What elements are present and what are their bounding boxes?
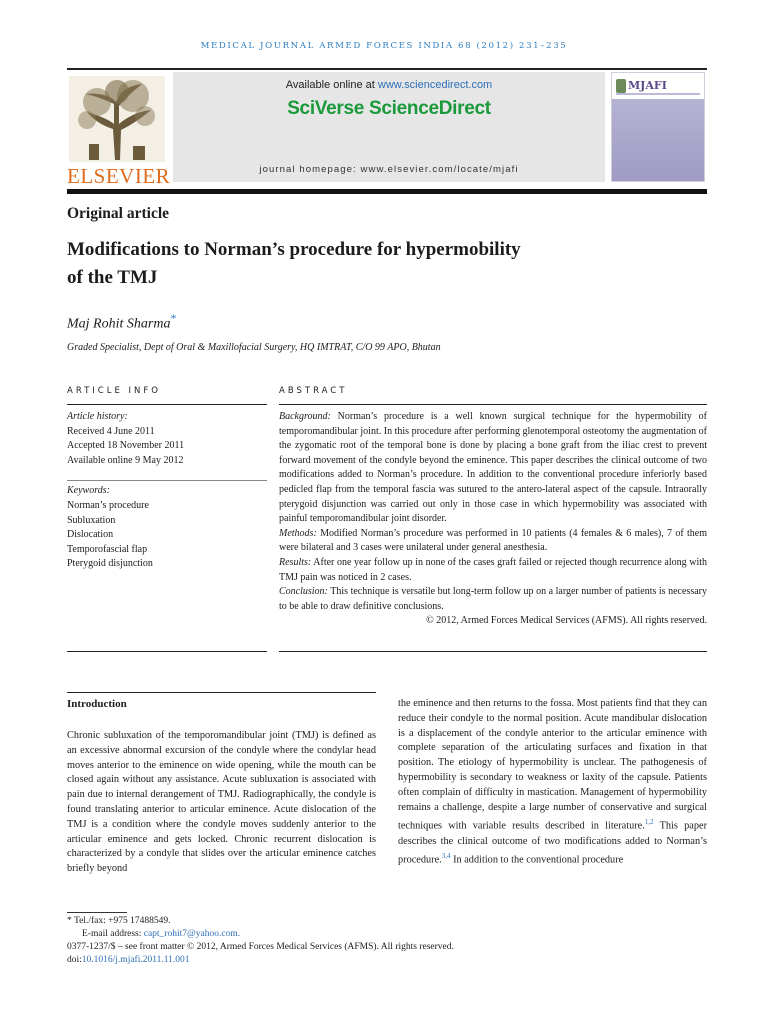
doi-label: doi: [67,955,82,965]
keyword: Pterygoid disjunction [67,558,153,570]
platform-logo: SciVerse ScienceDirect [287,98,491,119]
introduction-left-column [67,729,376,877]
keyword: Norman’s procedure [67,499,149,511]
author [67,312,176,333]
title-line-2: of the TMJ [67,267,158,288]
abstract-bottom-rule [279,651,707,652]
history-label: Article history: [67,411,128,422]
cover-title: MJAFI [628,79,667,92]
introduction-heading: Introduction [67,698,127,710]
footnote-tel: * Tel./fax: +975 17488549. [67,916,171,926]
intro-top-rule [67,692,376,693]
keyword: Temporofascial flap [67,543,148,555]
intro-text-b: This paper describes the clinical outcome of two modifications added to Norman’s procedure. [398,820,707,866]
crest-icon [616,79,626,93]
footnotes [67,915,707,967]
history-online: Available online 9 May 2012 [67,454,184,466]
publisher-wordmark: ELSEVIER [67,164,171,188]
history-received: Received 4 June 2011 [67,425,155,437]
available-online [173,79,605,91]
running-head: MEDICAL JOURNAL ARMED FORCES INDIA 68 (2012) 231–235 [200,41,568,51]
info-bottom-rule [67,651,267,652]
journal-homepage[interactable]: journal homepage: www.elsevier.com/locate/mjafi [259,164,519,175]
abstract-results [279,556,707,585]
keyword: Subluxation [67,514,116,526]
methods-text: Modified Norman’s procedure was performed in 10 patients (4 females & 6 males), 7 of them were bilateral and 3 cases were unilateral under general anesthesia. [279,527,707,554]
title-line-1: Modifications to Norman’s procedure for hypermobility [67,239,521,260]
abstract-methods [279,527,707,556]
author-footnote-mark[interactable]: * [170,312,177,325]
info-top-rule [67,404,267,405]
abstract-conclusion [279,585,707,614]
article-title [67,236,707,292]
results-label: Results: [279,556,312,568]
footnote-email [67,928,707,941]
affiliation: Graded Specialist, Dept of Oral & Maxillofacial Surgery, HQ IMTRAT, C/O 99 APO, Bhutan [67,342,441,353]
methods-label: Methods: [279,527,317,539]
available-prefix: Available online at [285,79,378,91]
journal-banner [173,72,605,182]
doi-link[interactable]: 10.1016/j.mjafi.2011.11.001 [81,955,190,965]
article-info [67,410,267,572]
abstract-background [279,410,707,527]
article-type: Original article [67,205,170,222]
results-text: After one year follow up in none of the cases graft failed or rejected though recurrence along with TMJ pain was noticed in 2 cases. [279,556,707,583]
footnote-doi [67,954,707,967]
intro-paragraph-continued [398,697,707,869]
sciencedirect-link[interactable]: www.sciencedirect.com [377,79,493,91]
footnote-issn: 0377-1237/$ – see front matter © 2012, Armed Forces Medical Services (AFMS). All rights reserved. [67,942,454,952]
intro-text-a: the eminence and then returns to the fossa. Most patients find that they can reduce their condyle to the normal position. Acute mandibular dislocation is a displacement of the condyle anterior to the articular eminence with complete separation of the articulating surfaces and fixation in that position. The etiology of hypermobility is unclear. The pathogenesis of hypermobility is secondary to weakness or laxity of the capsule. Patients often complain of difficulty in mastication. Management of hypermobility remains a challenge, despite a large number of conservative and surgical techniques with variable results described in literature. [398,698,707,832]
abstract-heading: ABSTRACT [279,386,348,396]
history-accepted: Accepted 18 November 2011 [67,440,185,452]
reference-link[interactable]: 3,4 [441,852,451,861]
background-label: Background: [279,411,331,422]
conclusion-text: This technique is versatile but long-term follow up on a larger number of patients is necessary to be able to draw definitive conclusions. [279,586,707,612]
email-label: E-mail address: [82,929,144,939]
keywords-label: Keywords: [67,485,110,497]
article-info-heading: ARTICLE INFO [67,386,161,396]
keyword: Dislocation [67,529,114,541]
abstract-copyright: © 2012, Armed Forces Medical Services (AFMS). All rights reserved. [426,615,707,627]
cover-stripe [616,93,700,95]
introduction-right-column [398,697,707,869]
masthead [67,70,707,188]
intro-paragraph: Chronic subluxation of the temporomandibular joint (TMJ) is defined as an excessive abnormal excursion of the condyle where the condylar head moves anterior to the eminence on wide opening, while the mouth can be closed again without any assistance. Acute subluxation is associated with pain due to internal derangement of TMJ. Radiographically, the condyle is found translating anterior to articular eminence. Acute dislocation of the TMJ is a condition where the condyle moves suddenly anterior to the articular eminence and gets locked. Chronic recurrent dislocation is characterized by a condyle that slides over the articular eminence catches briefly beyond [67,730,376,875]
author-name: Maj Rohit Sharma [67,316,171,332]
intro-text-c: In addition to the conventional procedure [450,854,624,866]
background-text: Norman’s procedure is a well known surgical technique for the hypermobility of temporomandibular joint. In this procedure after performing glenotemporal osteotomy the augmentation of the zygomatic root of the temporal bone is done by placing a bone graft from the iliac crest to prevent forward movement of the condyle beyond the eminence. This paper describes the clinical outcome of two modifications added to Norman’s procedure. In addition to the conventional procedure inferiorly based pedicled flap from the temporal fascia was sutured to the antero-lateral aspect of the capsule. Intraorally pterygoid disjunction was carried out only in those case in which hypermobility was associated with painful temporomandibular joint disorder. [279,411,707,525]
footnote-rule [67,912,127,913]
conclusion-label: Conclusion: [279,586,328,598]
abstract-body [279,410,707,629]
email-link[interactable]: capt_rohit7@yahoo.com. [143,929,241,939]
reference-link[interactable]: 1,2 [644,818,654,827]
abstract-top-rule [279,404,707,405]
masthead-rule [67,189,707,194]
journal-cover-image [611,72,705,182]
